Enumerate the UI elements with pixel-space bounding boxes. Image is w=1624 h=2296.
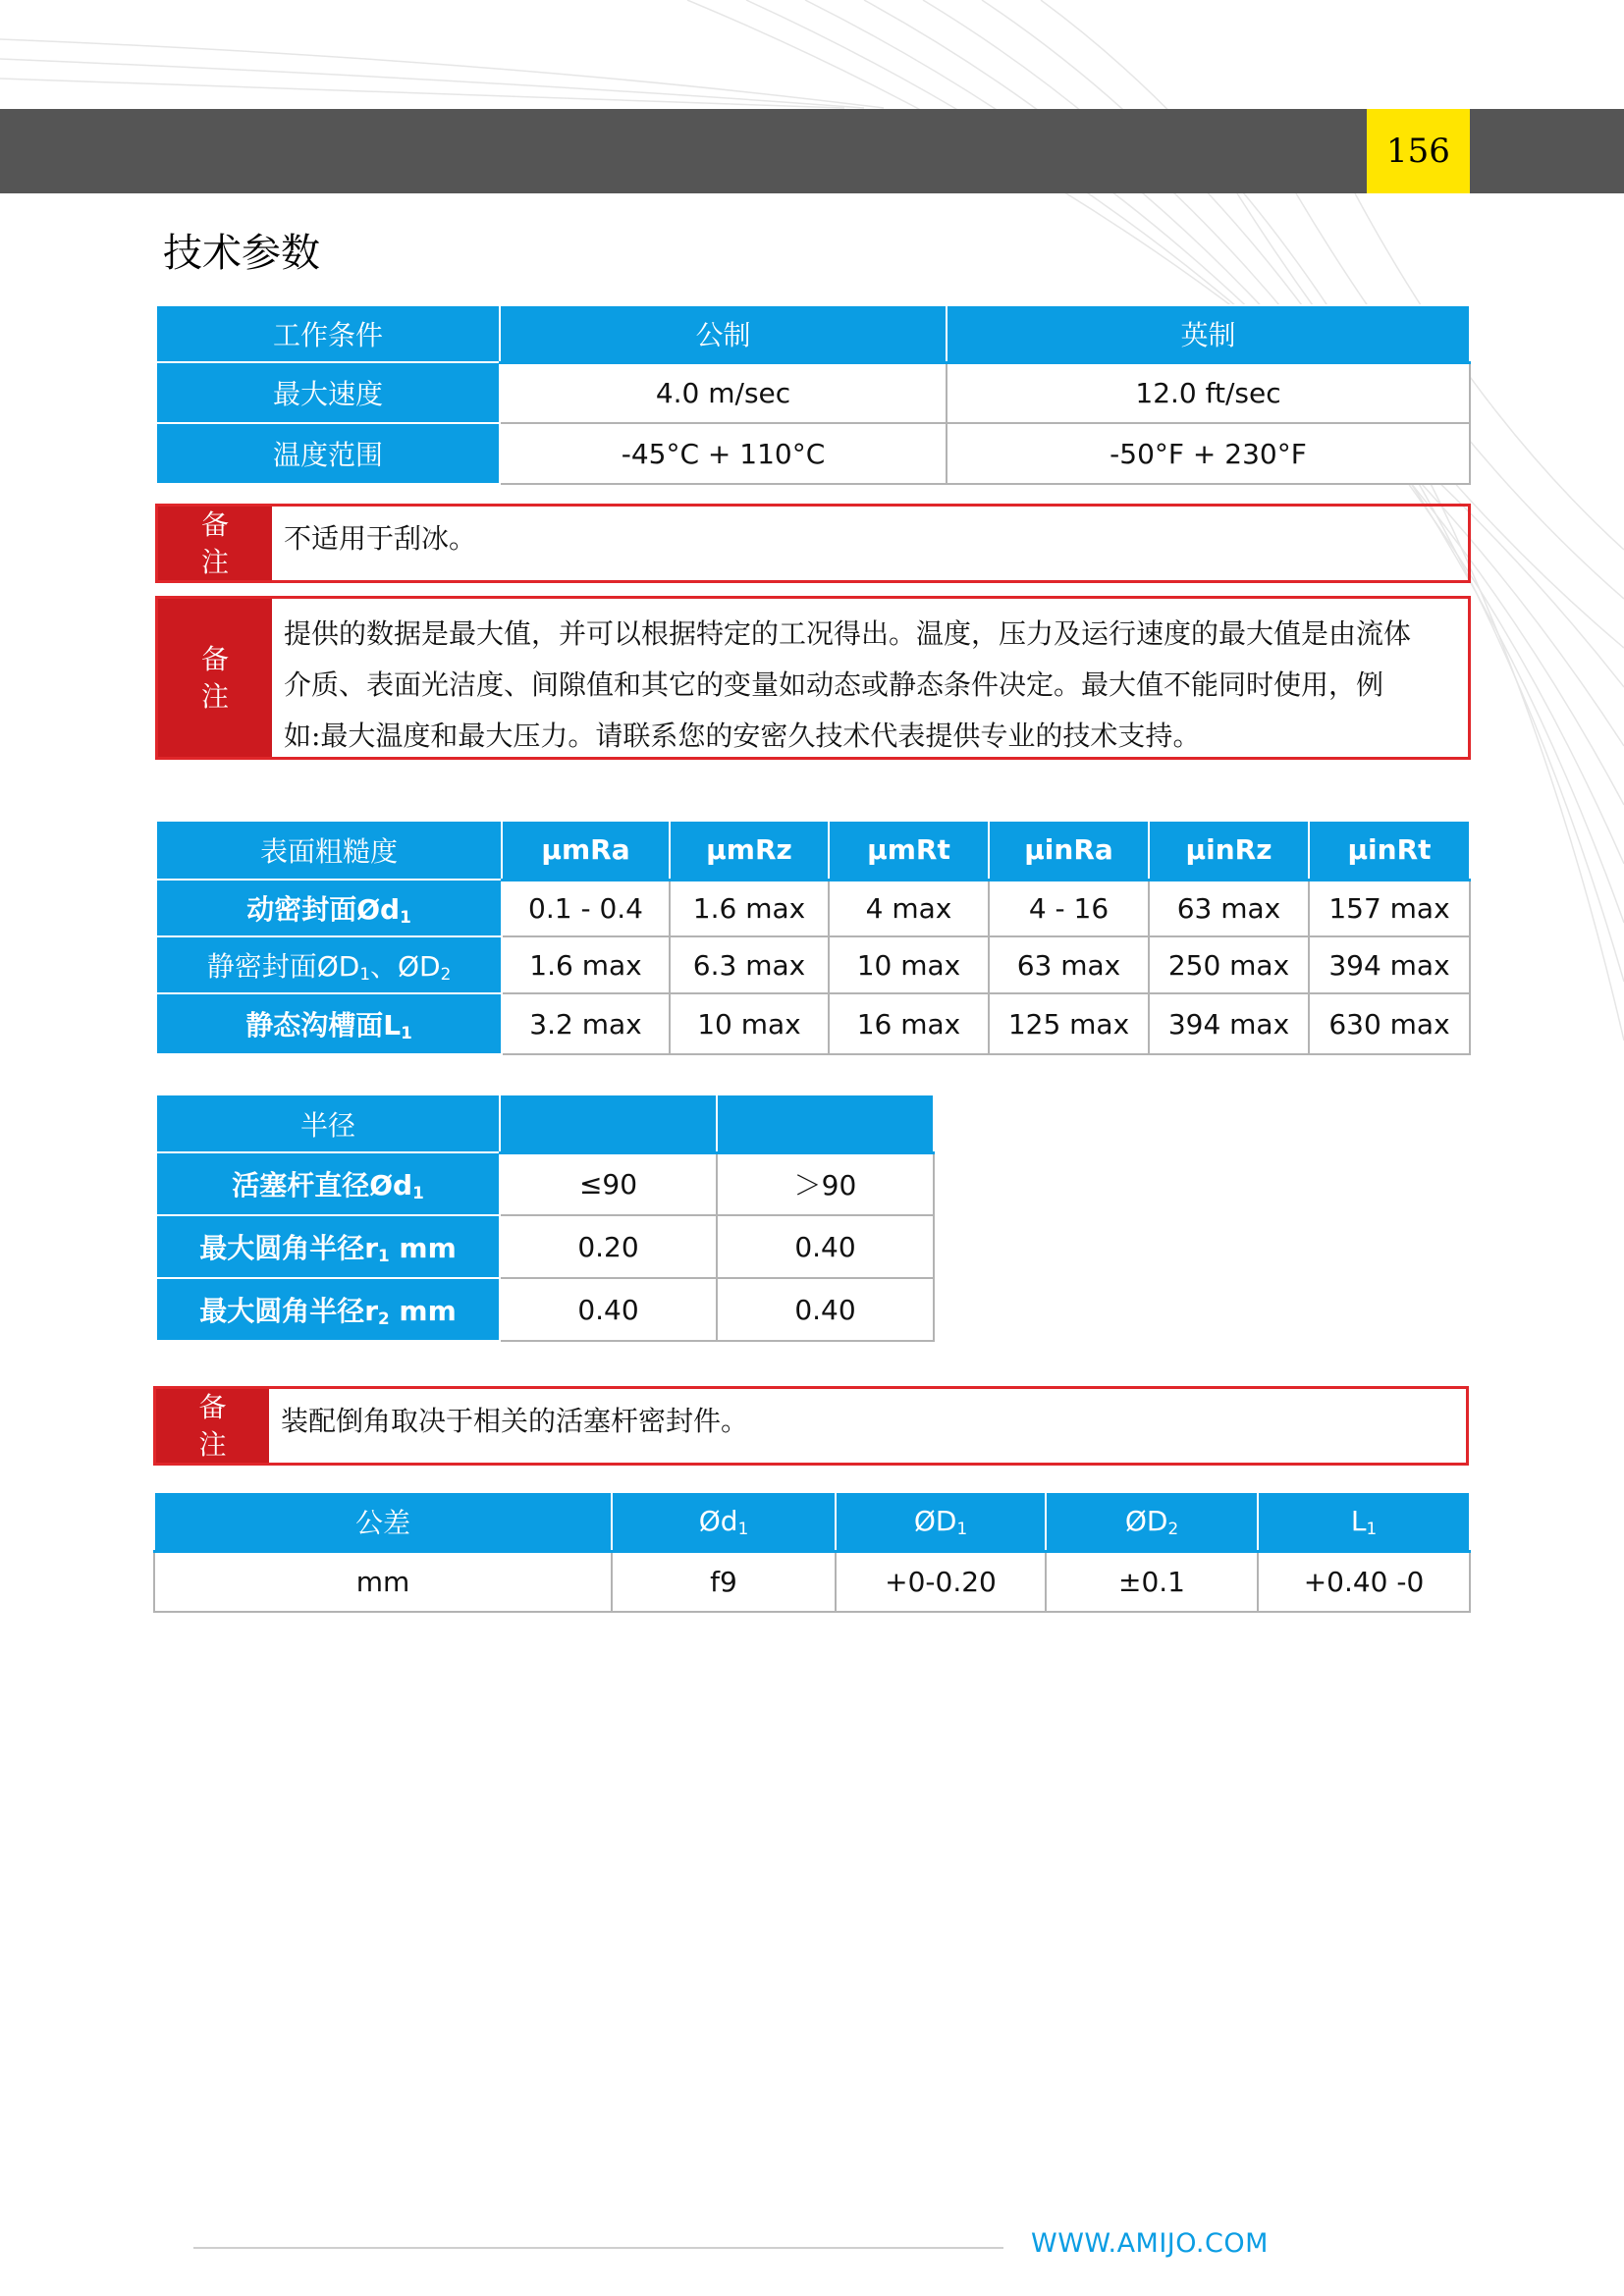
- cell-value: 1.6 max: [670, 880, 829, 936]
- row-label-max-radius-r2: 最大圆角半径$r_2$ mm: [156, 1278, 500, 1341]
- cell-value: 1.6 max: [502, 936, 670, 993]
- row-label-dynamic-seal: 动密封面$Ød_1$: [156, 880, 502, 936]
- table-row: [156, 423, 1470, 484]
- table-row: [154, 1551, 1470, 1612]
- cell-value: 0.20: [500, 1215, 717, 1278]
- header-groove-diameter-1: $ØD_1$: [836, 1492, 1046, 1551]
- header-surface-roughness: 表面粗糙度: [156, 821, 502, 880]
- cell-value: 6.3 max: [670, 936, 829, 993]
- header-empty: [500, 1095, 717, 1152]
- table-row: [156, 936, 1470, 993]
- note-tag: [158, 507, 272, 580]
- working-conditions-table: [155, 304, 1471, 485]
- header-groove-diameter-2: $ØD_2$: [1046, 1492, 1258, 1551]
- page-number: 156: [1386, 132, 1450, 171]
- cell-value: 157 max: [1309, 880, 1470, 936]
- cell-value: 0.1 - 0.4: [502, 880, 670, 936]
- row-label: 温度范围: [156, 423, 500, 484]
- cell-value: 394 max: [1149, 993, 1309, 1054]
- table-row: [156, 1215, 934, 1278]
- header-unit: µinRt: [1309, 821, 1470, 880]
- section-title: 技术参数: [163, 231, 320, 276]
- header-empty: [717, 1095, 934, 1152]
- header-imperial: 英制: [947, 305, 1470, 362]
- cell-value: 4 - 16: [989, 880, 1149, 936]
- cell-value: 0.40: [717, 1215, 934, 1278]
- note-tag: [158, 599, 272, 757]
- note-box: [155, 596, 1471, 760]
- surface-roughness-table: [155, 820, 1471, 1055]
- note-tag-char: 注: [200, 679, 229, 713]
- row-label-rod-diameter: 活塞杆直径$Ød_1$: [156, 1152, 500, 1215]
- table-header-row: [156, 305, 1470, 362]
- header-condition: 工作条件: [156, 305, 500, 362]
- radius-table: [155, 1094, 935, 1342]
- header-unit: µinRa: [989, 821, 1149, 880]
- header-unit: µinRz: [1149, 821, 1309, 880]
- cell-value: 4.0 m/sec: [500, 362, 947, 423]
- cell-value: +0-0.20: [836, 1551, 1046, 1612]
- note-text: [272, 599, 1468, 757]
- table-row: [156, 1278, 934, 1341]
- note-box: [155, 504, 1471, 583]
- cell-value: 250 max: [1149, 936, 1309, 993]
- cell-value: f9: [612, 1551, 836, 1612]
- row-label-static-groove: 静态沟槽面$L_1$: [156, 993, 502, 1054]
- note-line: 介质、表面光洁度、间隙值和其它的变量如动态或静态条件决定。最大值不能同时使用，例: [284, 668, 1384, 701]
- cell-value: 10 max: [670, 993, 829, 1054]
- note-tag-char: 备: [200, 642, 229, 675]
- header-radius: 半径: [156, 1095, 500, 1152]
- cell-value: ≤90: [500, 1152, 717, 1215]
- cell-value: mm: [154, 1551, 612, 1612]
- cell-value: 12.0 ft/sec: [947, 362, 1470, 423]
- note-text: 装配倒角取决于相关的活塞杆密封件。: [281, 1404, 749, 1437]
- note-box: [153, 1386, 1469, 1466]
- cell-value: 0.40: [500, 1278, 717, 1341]
- cell-value: +0.40 -0: [1258, 1551, 1470, 1612]
- table-header-row: [154, 1492, 1470, 1551]
- cell-value: 125 max: [989, 993, 1149, 1054]
- table-header-row: [156, 821, 1470, 880]
- note-tag-char: 注: [200, 545, 229, 578]
- header-unit: µmRa: [502, 821, 670, 880]
- note-text: 不适用于刮冰。: [284, 521, 477, 555]
- cell-value: 63 max: [1149, 880, 1309, 936]
- table-row: [156, 993, 1470, 1054]
- header-unit: µmRz: [670, 821, 829, 880]
- cell-value: -45°C + 110°C: [500, 423, 947, 484]
- row-label: 最大速度: [156, 362, 500, 423]
- cell-value: 63 max: [989, 936, 1149, 993]
- note-line: 提供的数据是最大值，并可以根据特定的工况得出。温度，压力及运行速度的最大值是由流体: [284, 617, 1412, 650]
- cell-value: ±0.1: [1046, 1551, 1258, 1612]
- header-tolerance: 公差: [154, 1492, 612, 1551]
- cell-value: 630 max: [1309, 993, 1470, 1054]
- cell-value: 4 max: [829, 880, 989, 936]
- table-header-row: [156, 1095, 934, 1152]
- row-label-max-radius-r1: 最大圆角半径$r_1$ mm: [156, 1215, 500, 1278]
- note-tag-char: 注: [198, 1427, 227, 1461]
- page-number-badge: [1367, 109, 1470, 193]
- cell-value: -50°F + 230°F: [947, 423, 1470, 484]
- tolerance-table: [153, 1491, 1471, 1613]
- cell-value: 0.40: [717, 1278, 934, 1341]
- footer-divider: [193, 2247, 1003, 2249]
- table-row: [156, 880, 1470, 936]
- header-groove-length: $L_1$: [1258, 1492, 1470, 1551]
- cell-value: ＞90: [717, 1152, 934, 1215]
- header-rod-diameter: $Ød_1$: [612, 1492, 836, 1551]
- header-unit: µmRt: [829, 821, 989, 880]
- website-link[interactable]: WWW.AMIJO.COM: [1031, 2228, 1269, 2259]
- cell-value: 3.2 max: [502, 993, 670, 1054]
- table-row: [156, 1152, 934, 1215]
- row-label-static-seal: 静密封面$ØD_1$、$ØD_2$: [156, 936, 502, 993]
- note-tag-char: 备: [198, 1390, 227, 1423]
- note-tag-char: 备: [200, 507, 229, 541]
- cell-value: 10 max: [829, 936, 989, 993]
- note-tag: [156, 1389, 269, 1463]
- header-metric: 公制: [500, 305, 947, 362]
- table-row: [156, 362, 1470, 423]
- cell-value: 394 max: [1309, 936, 1470, 993]
- note-line: 如:最大温度和最大压力。请联系您的安密久技术代表提供专业的技术支持。: [284, 720, 1201, 752]
- cell-value: 16 max: [829, 993, 989, 1054]
